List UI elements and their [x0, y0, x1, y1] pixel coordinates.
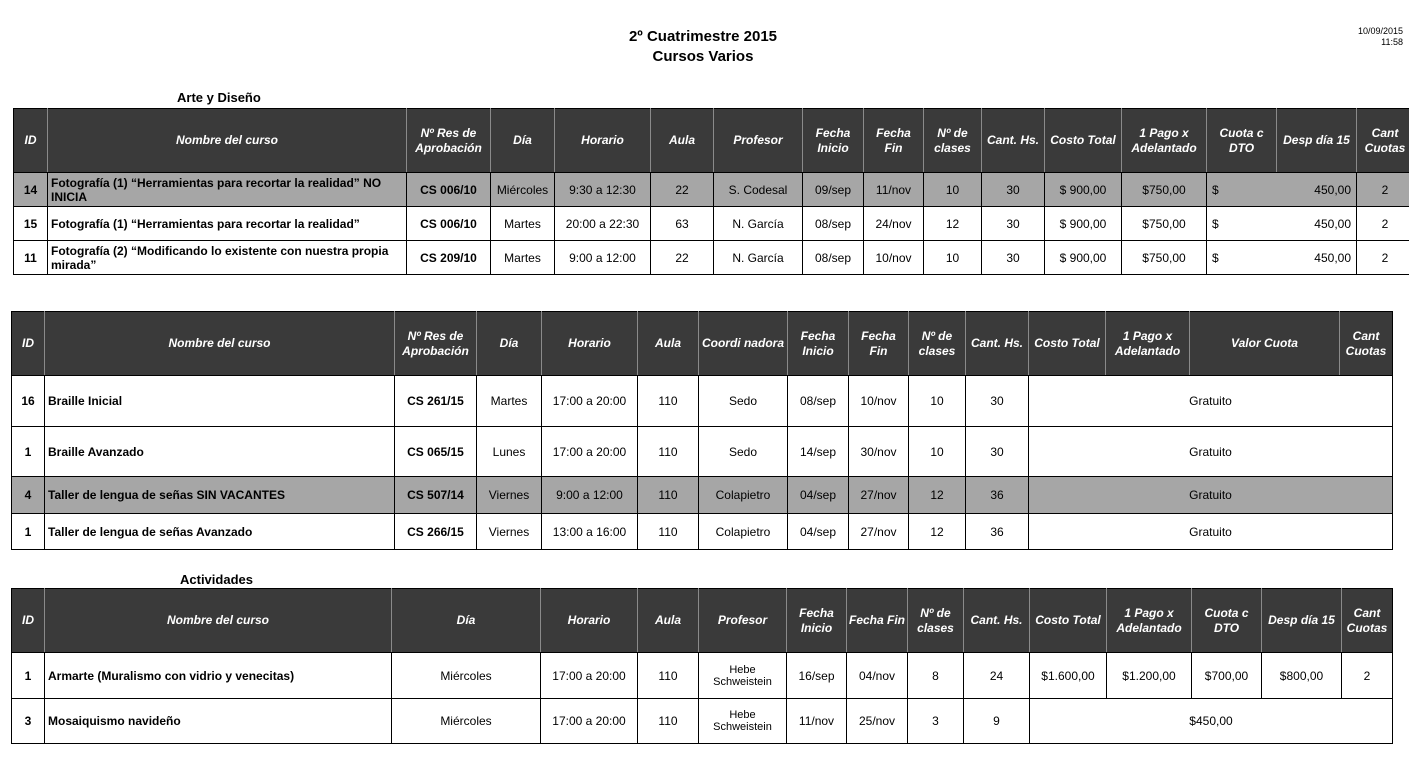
cell-coordinator: Colapietro: [699, 514, 788, 550]
currency-symbol: $: [1212, 216, 1219, 231]
cell-day: Miércoles: [491, 173, 555, 207]
cell-end-date: 11/nov: [864, 173, 924, 207]
cell-room: 63: [651, 207, 714, 241]
col-header: Aula: [651, 109, 714, 173]
col-header: Fecha Inicio: [787, 589, 847, 653]
col-header: 1 Pago x Adelantado: [1106, 312, 1190, 376]
cell-hours: 30: [966, 427, 1029, 477]
col-header: Nombre del curso: [48, 109, 407, 173]
cell-room: 110: [638, 653, 699, 699]
col-header: ID: [12, 589, 45, 653]
cell-installments: 2: [1342, 653, 1393, 699]
col-header: Nombre del curso: [45, 589, 392, 653]
table-row: [12, 699, 1393, 744]
col-header: Aula: [638, 312, 699, 376]
cell-total-cost: $ 900,00: [1045, 207, 1122, 241]
table-row: [14, 241, 1409, 275]
cell-installments: 2: [1357, 173, 1409, 207]
col-header: Desp día 15: [1277, 109, 1357, 173]
cell-start-date: 14/sep: [788, 427, 849, 477]
cell-id: 1: [12, 514, 45, 550]
cell-day: Miércoles: [392, 653, 541, 699]
col-header: Fecha Fin: [847, 589, 908, 653]
cell-day: Lunes: [477, 427, 542, 477]
cell-id: 14: [14, 173, 48, 207]
col-header: Día: [392, 589, 541, 653]
cell-advance-payment: $750,00: [1122, 207, 1207, 241]
cell-teacher: Hebe Schweistein: [699, 699, 787, 744]
cell-resolution: CS 266/15: [395, 514, 477, 550]
table-row: [12, 376, 1393, 427]
col-header: Cant. Hs.: [966, 312, 1029, 376]
fee-value: 450,00: [1314, 182, 1351, 197]
cell-course-name: Braille Inicial: [45, 376, 395, 427]
cell-classes: 10: [924, 241, 982, 275]
cell-resolution: CS 006/10: [407, 207, 491, 241]
col-header: Nº Res de Aprobación: [407, 109, 491, 173]
col-header: Nº Res de Aprobación: [395, 312, 477, 376]
cell-discount-fee: [1207, 207, 1357, 241]
cell-end-date: 10/nov: [864, 241, 924, 275]
print-timestamp: [1283, 26, 1403, 48]
col-header: Cuota c DTO: [1192, 589, 1262, 653]
print-date: 10/09/2015: [1357, 26, 1403, 36]
col-header: Nº de clases: [909, 312, 966, 376]
col-header: Fecha Inicio: [803, 109, 864, 173]
col-header: Costo Total: [1030, 589, 1107, 653]
cell-start-date: 04/sep: [788, 514, 849, 550]
fee-value: 450,00: [1314, 216, 1351, 231]
col-header: Fecha Fin: [864, 109, 924, 173]
cell-schedule: 20:00 a 22:30: [555, 207, 651, 241]
cell-teacher: S. Codesal: [714, 173, 803, 207]
cell-schedule: 9:30 a 12:30: [555, 173, 651, 207]
cell-classes: 10: [909, 427, 966, 477]
cell-start-date: 16/sep: [787, 653, 847, 699]
cell-end-date: 27/nov: [849, 477, 909, 514]
cell-id: 11: [14, 241, 48, 275]
cell-course-name: Armarte (Muralismo con vidrio y venecitas): [45, 653, 392, 699]
cell-start-date: 11/nov: [787, 699, 847, 744]
cell-total-cost: $ 900,00: [1045, 241, 1122, 275]
cell-room: 22: [651, 241, 714, 275]
section-title-actividades: Actividades: [180, 572, 253, 587]
cell-course-name: Fotografía (1) “Herramientas para recortar la realidad” NO INICIA: [48, 173, 407, 207]
cell-id: 1: [12, 427, 45, 477]
cell-schedule: 9:00 a 12:00: [542, 477, 638, 514]
cell-installments: 2: [1357, 207, 1409, 241]
cell-schedule: 17:00 a 20:00: [542, 427, 638, 477]
cell-day: Martes: [491, 207, 555, 241]
col-header: Desp día 15: [1262, 589, 1342, 653]
table-row: [12, 514, 1393, 550]
cell-end-date: 04/nov: [847, 653, 908, 699]
cell-advance-payment: $750,00: [1122, 241, 1207, 275]
cell-hours: 9: [964, 699, 1030, 744]
col-header: Fecha Inicio: [788, 312, 849, 376]
cell-start-date: 08/sep: [803, 207, 864, 241]
table-arte-diseno: [13, 108, 1409, 275]
cell-hours: 30: [966, 376, 1029, 427]
cell-room: 110: [638, 699, 699, 744]
currency-symbol: $: [1212, 250, 1219, 265]
cell-classes: 12: [909, 477, 966, 514]
cell-hours: 30: [982, 207, 1045, 241]
page-title: [500, 27, 906, 67]
table-header-row: [14, 109, 1409, 173]
table-row: [14, 173, 1409, 207]
table-row: [14, 207, 1409, 241]
col-header: Cant Cuotas: [1357, 109, 1409, 173]
cell-teacher: Hebe Schweistein: [699, 653, 787, 699]
cell-schedule: 9:00 a 12:00: [555, 241, 651, 275]
cell-price-free: Gratuito: [1029, 514, 1393, 550]
col-header: Cant. Hs.: [982, 109, 1045, 173]
cell-hours: 36: [966, 477, 1029, 514]
col-header: Nombre del curso: [45, 312, 395, 376]
table-inclusion-courses: [11, 311, 1393, 550]
cell-coordinator: Sedo: [699, 427, 788, 477]
col-header: Nº de clases: [908, 589, 964, 653]
cell-id: 1: [12, 653, 45, 699]
cell-course-name: Mosaiquismo navideño: [45, 699, 392, 744]
cell-price-free: Gratuito: [1029, 376, 1393, 427]
cell-schedule: 17:00 a 20:00: [541, 699, 638, 744]
cell-resolution: CS 261/15: [395, 376, 477, 427]
cell-room: 110: [638, 477, 699, 514]
table-header-row: [12, 589, 1393, 653]
cell-hours: 24: [964, 653, 1030, 699]
col-header: Cant Cuotas: [1342, 589, 1393, 653]
cell-total-cost: $1.600,00: [1030, 653, 1107, 699]
cell-room: 22: [651, 173, 714, 207]
cell-day: Martes: [491, 241, 555, 275]
cell-teacher: N. García: [714, 241, 803, 275]
cell-resolution: CS 065/15: [395, 427, 477, 477]
cell-discount-fee: $700,00: [1192, 653, 1262, 699]
cell-course-name: Fotografía (2) “Modificando lo existente con nuestra propia mirada”: [48, 241, 407, 275]
cell-advance-payment: $1.200,00: [1107, 653, 1192, 699]
col-header: 1 Pago x Adelantado: [1107, 589, 1192, 653]
cell-hours: 30: [982, 173, 1045, 207]
cell-end-date: 24/nov: [864, 207, 924, 241]
cell-coordinator: Sedo: [699, 376, 788, 427]
cell-id: 3: [12, 699, 45, 744]
print-time: 11:58: [1381, 37, 1403, 47]
cell-id: 4: [12, 477, 45, 514]
cell-hours: 36: [966, 514, 1029, 550]
cell-price-free: Gratuito: [1029, 477, 1393, 514]
cell-course-name: Fotografía (1) “Herramientas para recortar la realidad”: [48, 207, 407, 241]
col-header: ID: [14, 109, 48, 173]
table-actividades: [11, 588, 1393, 744]
col-header: Horario: [542, 312, 638, 376]
cell-flat-price: $450,00: [1030, 699, 1393, 744]
cell-resolution: CS 006/10: [407, 173, 491, 207]
cell-room: 110: [638, 376, 699, 427]
col-header: Coordi nadora: [699, 312, 788, 376]
col-header: Cuota c DTO: [1207, 109, 1277, 173]
title-line-2: Cursos Varios: [652, 48, 754, 65]
cell-price-free: Gratuito: [1029, 427, 1393, 477]
cell-classes: 3: [908, 699, 964, 744]
cell-discount-fee: [1207, 241, 1357, 275]
col-header: Costo Total: [1045, 109, 1122, 173]
title-line-1: 2º Cuatrimestre 2015: [628, 28, 778, 45]
col-header: Nº de clases: [924, 109, 982, 173]
cell-course-name: Taller de lengua de señas SIN VACANTES: [45, 477, 395, 514]
cell-resolution: CS 209/10: [407, 241, 491, 275]
table-header-row: [12, 312, 1393, 376]
cell-end-date: 27/nov: [849, 514, 909, 550]
col-header: Fecha Fin: [849, 312, 909, 376]
cell-classes: 8: [908, 653, 964, 699]
col-header: Día: [491, 109, 555, 173]
cell-schedule: 13:00 a 16:00: [542, 514, 638, 550]
cell-classes: 10: [909, 376, 966, 427]
cell-late-fee: $800,00: [1262, 653, 1342, 699]
cell-end-date: 25/nov: [847, 699, 908, 744]
cell-discount-fee: [1207, 173, 1357, 207]
table-row: [12, 427, 1393, 477]
cell-course-name: Taller de lengua de señas Avanzado: [45, 514, 395, 550]
cell-classes: 10: [924, 173, 982, 207]
col-header: 1 Pago x Adelantado: [1122, 109, 1207, 173]
cell-start-date: 08/sep: [803, 241, 864, 275]
cell-coordinator: Colapietro: [699, 477, 788, 514]
cell-course-name: Braille Avanzado: [45, 427, 395, 477]
cell-teacher: N. García: [714, 207, 803, 241]
cell-end-date: 10/nov: [849, 376, 909, 427]
col-header: Costo Total: [1029, 312, 1106, 376]
cell-total-cost: $ 900,00: [1045, 173, 1122, 207]
cell-day: Miércoles: [392, 699, 541, 744]
cell-advance-payment: $750,00: [1122, 173, 1207, 207]
cell-day: Viernes: [477, 514, 542, 550]
cell-classes: 12: [924, 207, 982, 241]
cell-resolution: CS 507/14: [395, 477, 477, 514]
col-header: Cant Cuotas: [1340, 312, 1393, 376]
col-header: Profesor: [714, 109, 803, 173]
cell-room: 110: [638, 427, 699, 477]
cell-start-date: 04/sep: [788, 477, 849, 514]
col-header: Día: [477, 312, 542, 376]
col-header: Aula: [638, 589, 699, 653]
cell-schedule: 17:00 a 20:00: [541, 653, 638, 699]
table-row: [12, 653, 1393, 699]
cell-day: Viernes: [477, 477, 542, 514]
cell-schedule: 17:00 a 20:00: [542, 376, 638, 427]
cell-day: Martes: [477, 376, 542, 427]
cell-end-date: 30/nov: [849, 427, 909, 477]
table-row: [12, 477, 1393, 514]
cell-installments: 2: [1357, 241, 1409, 275]
currency-symbol: $: [1212, 182, 1219, 197]
cell-room: 110: [638, 514, 699, 550]
section-title-arte: Arte y Diseño: [177, 90, 261, 105]
cell-start-date: 09/sep: [803, 173, 864, 207]
cell-id: 16: [12, 376, 45, 427]
cell-classes: 12: [909, 514, 966, 550]
col-header: Horario: [541, 589, 638, 653]
col-header: Valor Cuota: [1190, 312, 1340, 376]
cell-hours: 30: [982, 241, 1045, 275]
col-header: Profesor: [699, 589, 787, 653]
col-header: Horario: [555, 109, 651, 173]
fee-value: 450,00: [1314, 250, 1351, 265]
col-header: Cant. Hs.: [964, 589, 1030, 653]
cell-id: 15: [14, 207, 48, 241]
col-header: ID: [12, 312, 45, 376]
cell-start-date: 08/sep: [788, 376, 849, 427]
